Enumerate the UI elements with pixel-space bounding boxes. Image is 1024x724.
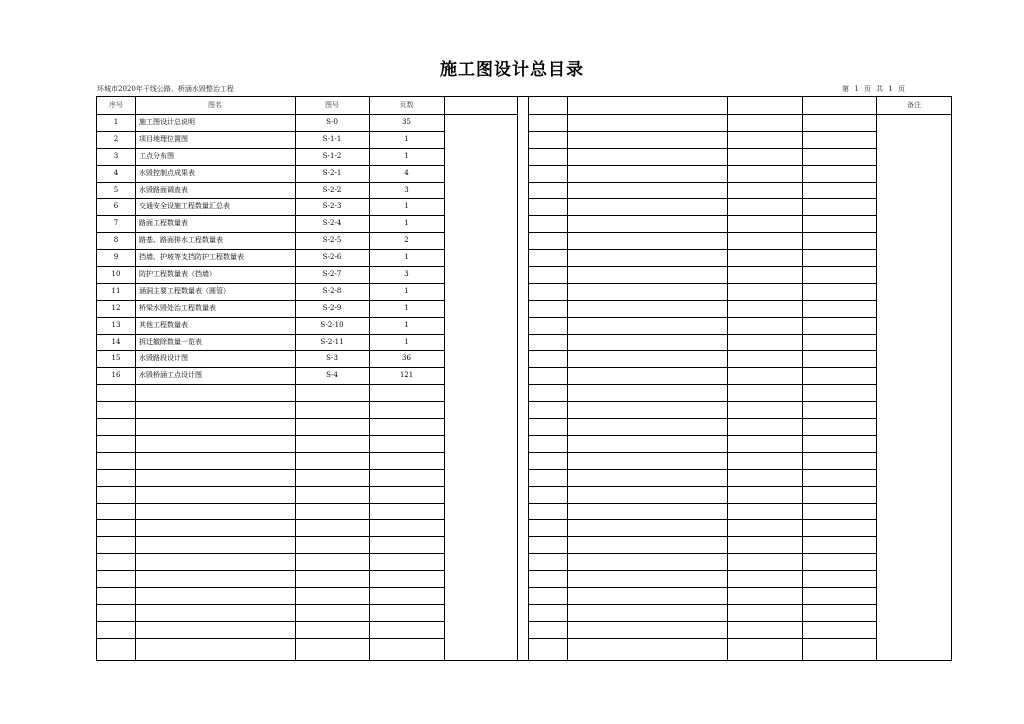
- grid-line: [97, 401, 444, 402]
- page-info: 第 1 页 共 1 页: [842, 85, 906, 93]
- row-code: S-2-4: [322, 219, 342, 227]
- grid-line: [528, 621, 876, 622]
- grid-line: [528, 604, 876, 605]
- row-seq: 16: [111, 371, 121, 379]
- row-seq: 14: [111, 338, 121, 346]
- grid-line: [97, 553, 444, 554]
- grid-line: [528, 114, 952, 115]
- grid-line: [528, 587, 876, 588]
- grid-line: [97, 435, 444, 436]
- catalog-table: [96, 96, 952, 661]
- row-pages: 1: [404, 253, 409, 261]
- row-seq: 11: [111, 287, 121, 295]
- row-pages: 1: [404, 202, 409, 210]
- grid-line: [97, 384, 444, 385]
- header-code: 图号: [325, 101, 339, 109]
- header-seq: 序号: [109, 101, 123, 109]
- row-seq: 7: [113, 219, 119, 227]
- project-name: 环城市2020年干线公路、桥涵水毁整治工程: [97, 85, 234, 93]
- header-pages: 页数: [399, 101, 414, 109]
- row-name: 桥梁水毁处治工程数量表: [139, 304, 216, 312]
- row-code: S-2-6: [322, 253, 342, 261]
- row-pages: 1: [404, 152, 409, 160]
- row-seq: 12: [111, 304, 121, 312]
- row-pages: 36: [402, 354, 411, 362]
- row-code: S-2-7: [322, 270, 342, 278]
- row-name: 水毁路面调查表: [139, 186, 188, 194]
- row-code: S-2-11: [320, 338, 344, 346]
- row-seq: 5: [113, 186, 119, 194]
- grid-line: [528, 317, 876, 318]
- header-remark: 备注: [907, 101, 921, 109]
- row-name: 工点分布图: [139, 152, 174, 160]
- row-seq: 15: [111, 354, 121, 362]
- grid-line: [97, 621, 444, 622]
- grid-line: [97, 519, 444, 520]
- row-name: 施工图设计总说明: [139, 118, 195, 126]
- row-pages: 1: [404, 338, 409, 346]
- grid-line: [528, 283, 876, 284]
- grid-line: [97, 503, 444, 504]
- grid-line: [528, 198, 876, 199]
- row-code: S-2-2: [322, 186, 342, 194]
- row-pages: 1: [404, 135, 409, 143]
- grid-line: [528, 266, 876, 267]
- row-seq: 2: [113, 135, 119, 143]
- row-pages: 3: [404, 270, 409, 278]
- grid-line: [97, 486, 444, 487]
- grid-line: [528, 249, 876, 250]
- grid-line: [528, 638, 876, 639]
- row-seq: 13: [111, 321, 121, 329]
- grid-line: [97, 570, 444, 571]
- row-name: 挡墙、护坡等支挡防护工程数量表: [139, 253, 244, 261]
- row-seq: 4: [113, 169, 119, 177]
- grid-line: [528, 131, 876, 132]
- grid-line: [528, 148, 876, 149]
- row-seq: 1: [113, 118, 119, 126]
- row-code: S-2-10: [320, 321, 344, 329]
- grid-line: [97, 604, 444, 605]
- row-code: S-3: [326, 354, 338, 362]
- row-code: S-1-1: [322, 135, 342, 143]
- row-name: 拆迁撤除数量一览表: [139, 338, 202, 346]
- row-pages: 1: [404, 219, 409, 227]
- row-pages: 2: [404, 236, 409, 244]
- row-name: 其他工程数量表: [139, 321, 188, 329]
- row-pages: 121: [399, 371, 414, 379]
- grid-line: [97, 452, 444, 453]
- grid-line: [444, 97, 445, 660]
- grid-line: [97, 638, 444, 639]
- grid-line: [97, 536, 444, 537]
- grid-line: [97, 418, 444, 419]
- grid-line: [528, 570, 876, 571]
- grid-line: [528, 503, 876, 504]
- grid-line: [876, 97, 877, 660]
- row-code: S-2-1: [322, 169, 342, 177]
- row-name: 水毁桥涵工点设计图: [139, 371, 202, 379]
- grid-line: [528, 418, 876, 419]
- row-name: 水毁路段设计图: [139, 354, 188, 362]
- row-pages: 4: [404, 169, 409, 177]
- row-name: 项目地理位置图: [139, 135, 188, 143]
- grid-line: [528, 334, 876, 335]
- grid-line: [528, 182, 876, 183]
- grid-line: [528, 367, 876, 368]
- grid-line: [528, 452, 876, 453]
- row-pages: 1: [404, 287, 409, 295]
- grid-line: [528, 435, 876, 436]
- row-name: 涵洞主要工程数量表（圆管）: [139, 287, 230, 295]
- grid-line: [97, 587, 444, 588]
- row-name: 路面工程数量表: [139, 219, 188, 227]
- row-code: S-1-2: [322, 152, 342, 160]
- header-name: 图名: [208, 101, 222, 109]
- grid-line: [528, 165, 876, 166]
- grid-line: [528, 300, 876, 301]
- center-divider: [517, 97, 518, 660]
- row-name: 交通安全设施工程数量汇总表: [139, 202, 230, 210]
- grid-line: [528, 232, 876, 233]
- row-name: 路基、路面排水工程数量表: [139, 236, 223, 244]
- row-pages: 3: [404, 186, 409, 194]
- grid-line: [528, 553, 876, 554]
- row-name: 防护工程数量表（挡墙）: [139, 270, 216, 278]
- row-code: S-4: [326, 371, 338, 379]
- grid-line: [528, 401, 876, 402]
- row-code: S-2-3: [322, 202, 342, 210]
- grid-line: [528, 350, 876, 351]
- row-name: 水毁控制点成果表: [139, 169, 195, 177]
- grid-line: [528, 536, 876, 537]
- row-code: S-2-8: [322, 287, 342, 295]
- row-code: S-0: [326, 118, 338, 126]
- grid-line: [528, 519, 876, 520]
- row-seq: 8: [113, 236, 119, 244]
- row-seq: 10: [111, 270, 121, 278]
- grid-line: [97, 469, 444, 470]
- row-seq: 3: [113, 152, 119, 160]
- grid-line: [528, 486, 876, 487]
- page-title: 施工图设计总目录: [440, 60, 584, 80]
- grid-line: [528, 384, 876, 385]
- row-pages: 1: [404, 304, 409, 312]
- row-pages: 1: [404, 321, 409, 329]
- grid-line: [528, 469, 876, 470]
- row-pages: 35: [402, 118, 411, 126]
- row-code: S-2-9: [322, 304, 342, 312]
- row-seq: 6: [113, 202, 119, 210]
- grid-line: [528, 215, 876, 216]
- row-code: S-2-5: [322, 236, 342, 244]
- row-seq: 9: [113, 253, 119, 261]
